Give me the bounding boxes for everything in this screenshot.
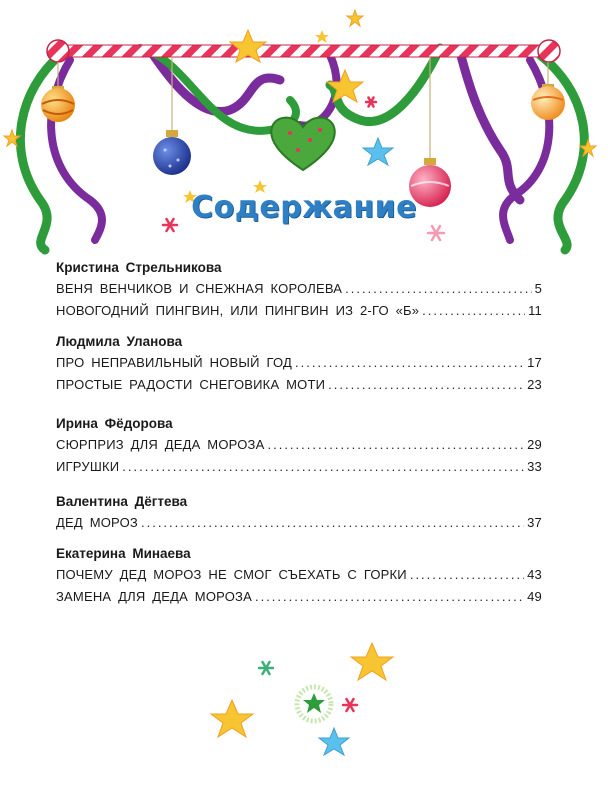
dot-leader	[422, 300, 525, 322]
page-number: 49	[527, 589, 542, 604]
story-title: ПОЧЕМУ ДЕД МОРОЗ НЕ СМОГ СЪЕХАТЬ С ГОРКИ	[56, 567, 407, 582]
story-title: ПРОСТЫЕ РАДОСТИ СНЕГОВИКА МОТИ	[56, 377, 326, 392]
toc-section	[56, 414, 542, 478]
dot-leader	[267, 434, 524, 456]
candy-rod	[47, 40, 560, 62]
dot-leader	[328, 374, 524, 396]
toc-section	[56, 544, 542, 608]
ornament-orange	[41, 86, 75, 122]
toc-entry[interactable]	[56, 374, 542, 396]
ornament-orange-right	[531, 84, 565, 120]
dot-leader	[410, 564, 524, 586]
toc-section	[56, 258, 542, 322]
story-title: ПРО НЕПРАВИЛЬНЫЙ НОВЫЙ ГОД	[56, 355, 293, 370]
page-title: Содержание	[191, 190, 417, 225]
dot-leader	[255, 586, 524, 608]
toc-entry[interactable]	[56, 586, 542, 608]
toc-entry[interactable]	[56, 456, 542, 478]
toc-entry[interactable]	[56, 564, 542, 586]
page-number: 29	[527, 437, 542, 452]
toc-entry[interactable]	[56, 300, 542, 322]
page-number: 37	[527, 515, 542, 530]
toc-entry[interactable]	[56, 512, 542, 534]
page-number: 11	[528, 303, 542, 318]
story-title: НОВОГОДНИЙ ПИНГВИН, ИЛИ ПИНГВИН ИЗ 2-ГО «Б»	[56, 303, 420, 318]
dot-leader	[141, 512, 524, 534]
page-number: 5	[534, 281, 542, 296]
toc-entry[interactable]	[56, 278, 542, 300]
toc-section	[56, 332, 542, 396]
toc-section	[56, 492, 542, 534]
page-number: 33	[527, 459, 542, 474]
toc-entry[interactable]	[56, 352, 542, 374]
dot-leader	[295, 352, 524, 374]
green-star-badge	[297, 687, 331, 721]
story-title: ИГРУШКИ	[56, 459, 120, 474]
author-name: Валентина Дёгтева	[56, 494, 188, 509]
author-name: Екатерина Минаева	[56, 546, 191, 561]
page-number: 17	[527, 355, 542, 370]
table-of-contents	[56, 258, 542, 618]
page-number: 23	[527, 377, 542, 392]
story-title: ЗАМЕНА ДЛЯ ДЕДА МОРОЗА	[56, 589, 252, 604]
ornament-blue	[153, 130, 191, 175]
toc-entry[interactable]	[56, 434, 542, 456]
author-name: Ирина Фёдорова	[56, 416, 173, 431]
green-heart	[271, 118, 335, 170]
story-title: ВЕНЯ ВЕНЧИКОВ И СНЕЖНАЯ КОРОЛЕВА	[56, 281, 343, 296]
author-name: Людмила Уланова	[56, 334, 183, 349]
dot-leader	[345, 278, 531, 300]
dot-leader	[122, 456, 524, 478]
story-title: СЮРПРИЗ ДЛЯ ДЕДА МОРОЗА	[56, 437, 265, 452]
story-title: ДЕД МОРОЗ	[56, 515, 138, 530]
page-number: 43	[527, 567, 542, 582]
author-name: Кристина Стрельникова	[56, 260, 222, 275]
